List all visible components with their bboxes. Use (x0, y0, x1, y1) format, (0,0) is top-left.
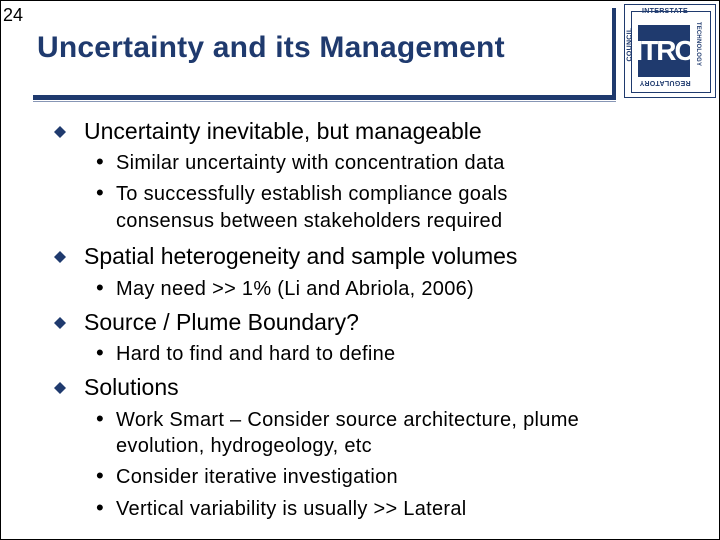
logo-word-technology: TECHNOLOGY (695, 21, 701, 67)
sub-bullet-text: Similar uncertainty with concentration data (116, 152, 505, 174)
diamond-bullet-icon (54, 251, 66, 263)
title-rule-vertical (612, 8, 616, 100)
sub-bullet-text: Consider iterative investigation (116, 466, 398, 488)
bullet-text: Spatial heterogeneity and sample volumes (84, 243, 518, 269)
dot-bullet-icon: • (96, 180, 105, 205)
title-underline-thin (33, 101, 616, 102)
diamond-bullet-icon (54, 382, 66, 394)
logo-letters: ITRC (638, 25, 690, 77)
sub-bullet-text: May need >> 1% (Li and Abriola, 2006) (116, 278, 474, 300)
bullet-text: Solutions (84, 374, 179, 400)
sub-bullet-text: Hard to find and hard to define (116, 343, 396, 365)
dot-bullet-icon: • (96, 495, 105, 520)
sub-bullet-text: To successfully establish compliance goals (116, 183, 508, 205)
dot-bullet-icon: • (96, 149, 105, 174)
bullet-text: Uncertainty inevitable, but manageable (84, 118, 482, 144)
sub-bullet-text: Work Smart – Consider source architecture, plume (116, 409, 580, 431)
logo-word-interstate: INTERSTATE (642, 8, 688, 15)
itrc-logo (624, 4, 716, 98)
logo-word-council: COUNCIL (626, 27, 634, 62)
slide-number: 24 (3, 5, 24, 25)
dot-bullet-icon: • (96, 340, 105, 365)
title-underline (33, 95, 616, 100)
bullet-text: Source / Plume Boundary? (84, 309, 359, 335)
logo-word-regulatory: REGULATORY (639, 79, 691, 86)
dot-bullet-icon: • (96, 275, 105, 300)
diamond-bullet-icon (54, 126, 66, 138)
dot-bullet-icon: • (96, 463, 105, 488)
sub-bullet-text: Vertical variability is usually >> Lateral (116, 498, 467, 520)
sub-bullet-text: consensus between stakeholders required (116, 210, 503, 232)
dot-bullet-icon: • (96, 406, 105, 431)
sub-bullet-text: evolution, hydrogeology, etc (116, 435, 372, 457)
slide-title: Uncertainty and its Management (37, 31, 505, 64)
diamond-bullet-icon (54, 317, 66, 329)
